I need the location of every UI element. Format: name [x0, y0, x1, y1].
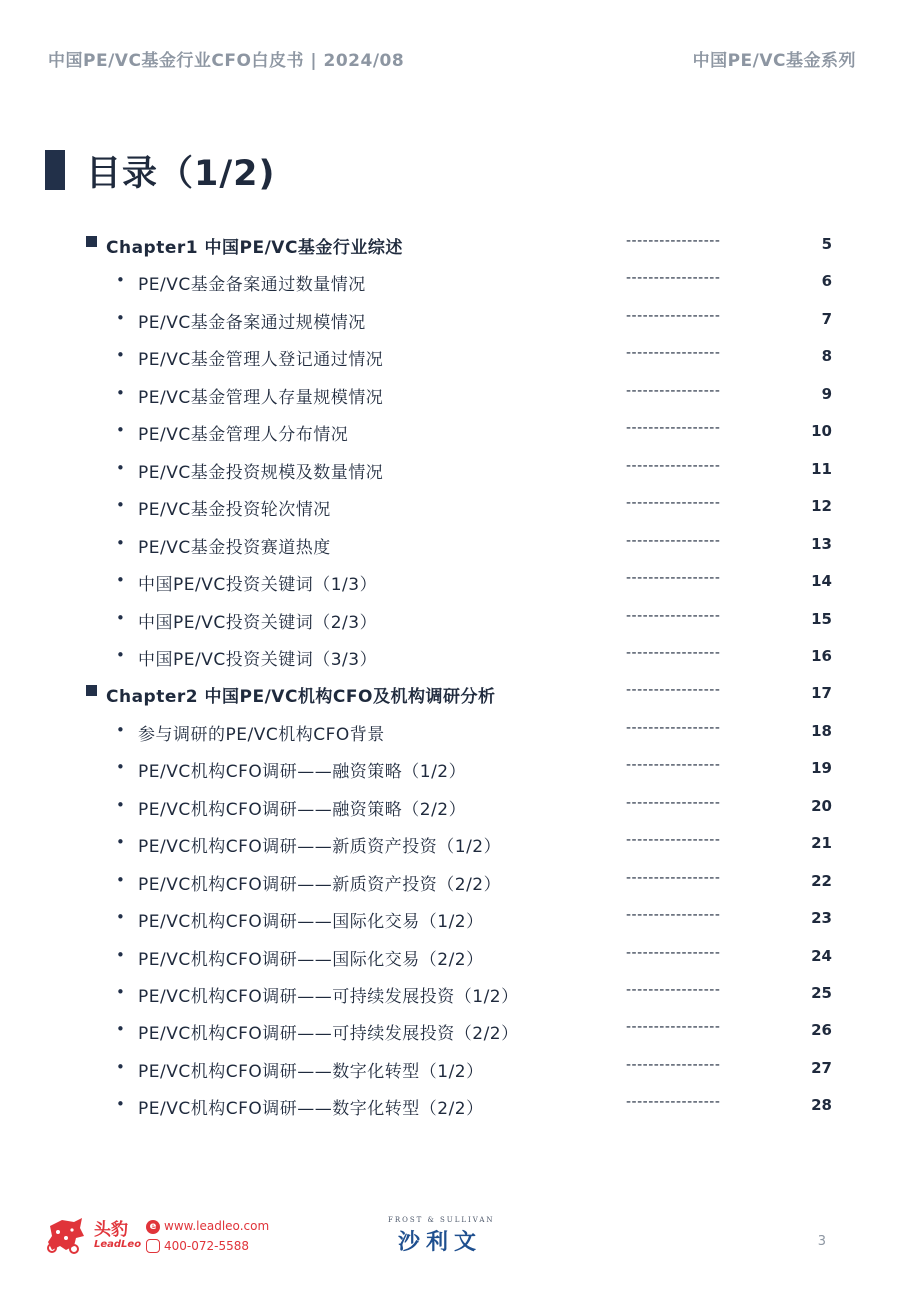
dot-bullet-icon: • [116, 533, 125, 552]
toc-leader-dashes: ----------------- [626, 570, 721, 587]
toc-chapter-row[interactable] [0, 227, 900, 265]
toc-chapter-row[interactable] [0, 676, 900, 714]
toc-page-number: 5 [821, 235, 832, 253]
dot-bullet-icon: • [116, 346, 125, 365]
web-icon: e [146, 1220, 160, 1234]
toc-entry-title: PE/VC机构CFO调研——数字化转型（2/2） [138, 1099, 484, 1120]
toc-entry-title: 中国PE/VC投资关键词（1/3） [138, 575, 378, 596]
brand-name-en: LeadLeo [94, 1239, 142, 1250]
phone-icon [146, 1239, 160, 1253]
toc-item-row[interactable] [0, 901, 900, 939]
toc-page-number: 15 [811, 609, 832, 628]
toc-leader-dashes: ----------------- [626, 1019, 721, 1036]
toc-page-number: 14 [811, 572, 832, 591]
toc-item-row[interactable] [0, 789, 900, 827]
toc-entry-title: PE/VC机构CFO调研——数字化转型（1/2） [138, 1061, 484, 1082]
dot-bullet-icon: • [116, 983, 125, 1001]
title-accent-bar [45, 150, 65, 190]
dot-bullet-icon: • [116, 421, 125, 440]
dot-bullet-icon: • [116, 645, 125, 664]
dot-bullet-icon: • [116, 795, 125, 814]
toc-leader-dashes: ----------------- [626, 719, 721, 736]
dot-bullet-icon: • [116, 571, 125, 590]
toc-page-number: 9 [821, 384, 832, 403]
toc-page-number: 13 [811, 534, 832, 553]
dot-bullet-icon: • [116, 383, 125, 402]
toc-item-row[interactable] [0, 1013, 900, 1051]
square-bullet-icon [86, 236, 97, 247]
dot-bullet-icon: • [116, 1057, 125, 1076]
toc-leader-dashes: ----------------- [626, 532, 721, 549]
toc-page-number: 26 [811, 1021, 832, 1040]
dot-bullet-icon: • [116, 870, 125, 889]
toc-item-row[interactable] [0, 602, 900, 640]
toc-leader-dashes: ----------------- [626, 233, 721, 249]
toc-entry-title: 参与调研的PE/VC机构CFO背景 [138, 724, 385, 745]
toc-page-number: 7 [821, 309, 832, 328]
toc-item-row[interactable] [0, 489, 900, 527]
dot-bullet-icon: • [116, 496, 125, 515]
toc-item-row[interactable] [0, 1051, 900, 1089]
toc-item-row[interactable] [0, 864, 900, 902]
toc-item-row[interactable] [0, 564, 900, 602]
toc-page-number: 16 [811, 646, 832, 665]
toc-entry-title: PE/VC机构CFO调研——融资策略（1/2） [138, 762, 467, 783]
toc-leader-dashes: ----------------- [626, 644, 721, 661]
toc-leader-dashes: ----------------- [626, 794, 721, 811]
series-name-header: 中国PE/VC基金系列 [692, 51, 856, 71]
toc-leader-dashes: ----------------- [626, 420, 721, 437]
toc-entry-title: PE/VC机构CFO调研——可持续发展投资（1/2） [138, 987, 519, 1007]
toc-item-row[interactable] [0, 264, 900, 302]
toc-page-number: 6 [821, 272, 832, 291]
toc-item-row[interactable] [0, 976, 900, 1014]
dot-bullet-icon: • [116, 608, 125, 627]
dot-bullet-icon: • [116, 945, 125, 964]
toc-item-row[interactable] [0, 377, 900, 415]
dot-bullet-icon: • [116, 908, 125, 927]
partner-logo-cn: 沙利文 [398, 1230, 483, 1255]
toc-page-number: 21 [811, 834, 832, 853]
toc-leader-dashes: ----------------- [626, 345, 721, 362]
toc-item-row[interactable] [0, 751, 900, 789]
page-footer [0, 1210, 900, 1270]
toc-entry-title: Chapter2 中国PE/VC机构CFO及机构调研分析 [106, 687, 496, 708]
toc-leader-dashes: ----------------- [626, 944, 721, 961]
toc-entry-title: PE/VC基金管理人分布情况 [138, 425, 349, 446]
toc-page-number: 23 [811, 909, 832, 928]
toc-entry-title: PE/VC基金投资轮次情况 [138, 500, 331, 521]
toc-page-number: 24 [811, 946, 832, 965]
toc-entry-title: PE/VC基金备案通过规模情况 [138, 312, 366, 333]
toc-page-number: 22 [811, 871, 832, 890]
dot-bullet-icon: • [116, 308, 125, 327]
dot-bullet-icon: • [116, 1020, 125, 1039]
dot-bullet-icon: • [116, 1095, 125, 1114]
partner-logo-en: FROST & SULLIVAN [388, 1216, 495, 1224]
dot-bullet-icon: • [116, 271, 125, 290]
brand-name-cn: 头豹 [94, 1220, 128, 1240]
phone-number: 400-072-5588 [164, 1239, 250, 1253]
page-header [48, 46, 856, 72]
toc-item-row[interactable] [0, 939, 900, 977]
toc-page-number: 11 [811, 459, 832, 478]
toc-entry-title: PE/VC基金备案通过数量情况 [138, 275, 366, 296]
toc-leader-dashes: ----------------- [626, 457, 721, 474]
toc-entry-title: 中国PE/VC投资关键词（3/3） [138, 649, 378, 670]
toc-entry-title: PE/VC机构CFO调研——新质资产投资（2/2） [138, 874, 502, 895]
toc-item-row[interactable] [0, 527, 900, 565]
toc-entry-title: PE/VC机构CFO调研——可持续发展投资（2/2） [138, 1024, 519, 1045]
toc-item-row[interactable] [0, 452, 900, 490]
toc-page-number: 8 [821, 347, 832, 366]
toc-entry-title: Chapter1 中国PE/VC基金行业综述 [106, 238, 403, 258]
dot-bullet-icon: • [116, 458, 125, 477]
toc-page-number: 19 [811, 759, 832, 778]
toc-page-number: 10 [811, 422, 832, 441]
toc-page-number: 17 [811, 684, 832, 703]
page-title: 目录（1/2) [86, 154, 276, 194]
toc-item-row[interactable] [0, 639, 900, 677]
toc-leader-dashes: ----------------- [626, 607, 721, 624]
toc-page-number: 18 [811, 721, 832, 740]
toc-leader-dashes: ----------------- [626, 1056, 721, 1073]
toc-page-number: 12 [811, 497, 832, 516]
toc-entry-title: PE/VC基金管理人存量规模情况 [138, 387, 384, 408]
square-bullet-icon [86, 685, 97, 696]
website-link[interactable]: www.leadleo.com [164, 1219, 270, 1233]
toc-leader-dashes: ----------------- [626, 382, 721, 399]
toc-item-row[interactable] [0, 714, 900, 752]
toc-leader-dashes: ----------------- [626, 682, 721, 699]
toc-item-row[interactable] [0, 1088, 900, 1126]
toc-leader-dashes: ----------------- [626, 869, 721, 886]
toc-leader-dashes: ----------------- [626, 757, 721, 774]
toc-leader-dashes: ----------------- [626, 270, 721, 287]
toc-entry-title: PE/VC机构CFO调研——融资策略（2/2） [138, 799, 467, 820]
report-title-header: 中国PE/VC基金行业CFO白皮书 | 2024/08 [48, 51, 405, 71]
toc-leader-dashes: ----------------- [626, 495, 721, 512]
leopard-logo-icon [44, 1216, 86, 1254]
toc-entry-title: PE/VC机构CFO调研——国际化交易（2/2） [138, 949, 484, 970]
toc-item-row[interactable] [0, 826, 900, 864]
toc-entry-title: 中国PE/VC投资关键词（2/3） [138, 612, 378, 633]
toc-entry-title: PE/VC机构CFO调研——国际化交易（1/2） [138, 912, 484, 933]
toc-entry-title: PE/VC基金投资规模及数量情况 [138, 462, 384, 483]
toc-page-number: 28 [811, 1096, 832, 1115]
toc-leader-dashes: ----------------- [626, 907, 721, 924]
toc-leader-dashes: ----------------- [626, 1094, 721, 1111]
dot-bullet-icon: • [116, 720, 125, 739]
toc-leader-dashes: ----------------- [626, 982, 721, 998]
toc-page-number: 20 [811, 796, 832, 815]
toc-item-row[interactable] [0, 302, 900, 340]
dot-bullet-icon: • [116, 758, 125, 777]
page-number: 3 [817, 1234, 826, 1249]
toc-page-number: 25 [811, 984, 832, 1002]
toc-item-row[interactable] [0, 339, 900, 377]
dot-bullet-icon: • [116, 833, 125, 852]
toc-entry-title: PE/VC基金管理人登记通过情况 [138, 350, 384, 371]
toc-leader-dashes: ----------------- [626, 307, 721, 324]
toc-entry-title: PE/VC基金投资赛道热度 [138, 537, 331, 558]
toc-page-number: 27 [811, 1058, 832, 1077]
toc-item-row[interactable] [0, 414, 900, 452]
toc-entry-title: PE/VC机构CFO调研——新质资产投资（1/2） [138, 837, 502, 858]
toc-leader-dashes: ----------------- [626, 832, 721, 849]
